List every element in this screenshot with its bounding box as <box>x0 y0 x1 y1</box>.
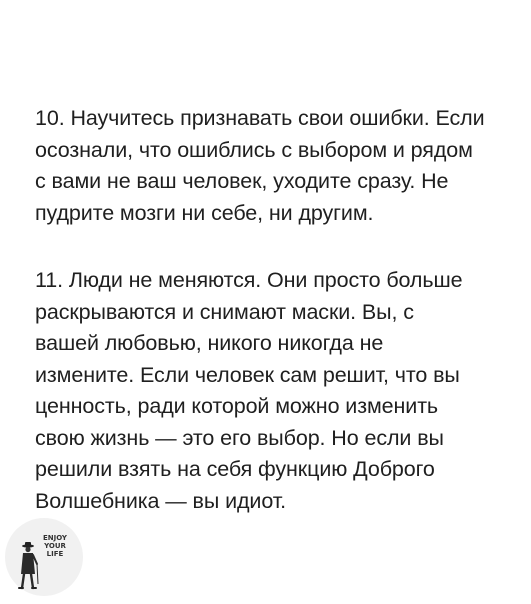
text-line: 10. Научитесь признавать свои ошибки. Если <box>35 106 485 130</box>
text-line: измените. Если человек сам решит, что вы <box>35 362 460 387</box>
text-line: пудрите мозги ни себе, ни другим. <box>35 200 374 225</box>
text-line: 11. Люди не меняются. Они просто больше <box>35 268 463 292</box>
text-line: вашей любовью, никого никогда не <box>35 331 384 355</box>
paragraph-11 <box>35 265 515 517</box>
paragraph-10 <box>35 103 515 229</box>
text-line: осознали, что ошиблись с выбором и рядом <box>35 137 473 162</box>
text-line: с вами не ваш человек, уходите сразу. Не <box>35 169 449 193</box>
logo-text-line2: YOUR <box>44 542 66 550</box>
walking-person-icon <box>13 540 43 592</box>
logo-text-line3: LIFE <box>46 550 64 558</box>
text-line: Волшебника — вы идиот. <box>35 488 286 513</box>
text-content <box>35 103 515 517</box>
text-line: раскрываются и снимают маски. Вы, с <box>35 299 414 324</box>
text-line: свою жизнь — это его выбор. Но если вы <box>35 425 444 450</box>
enjoy-your-life-logo <box>5 518 83 596</box>
logo-text-line1: ENJOY <box>42 534 67 542</box>
text-line: решили взять на себя функцию Доброго <box>35 457 435 481</box>
text-line: ценность, ради которой можно изменить <box>35 394 439 418</box>
